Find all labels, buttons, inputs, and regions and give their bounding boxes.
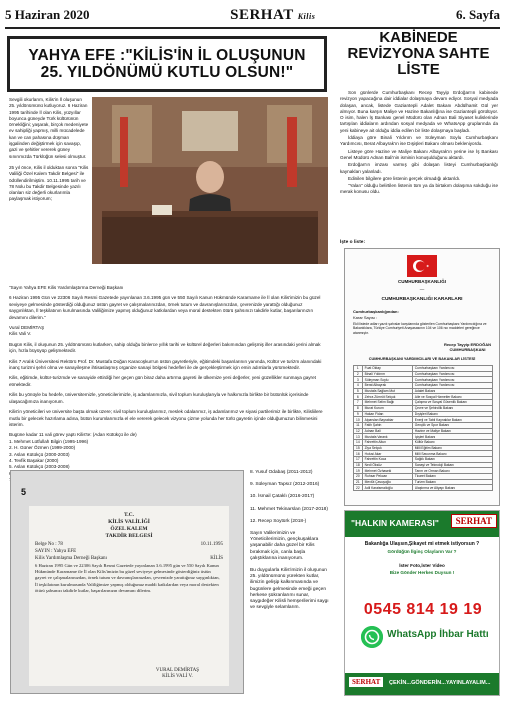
certificate-date: 10.11.1995: [200, 542, 223, 547]
citizen-camera-ad: [344, 510, 500, 696]
quote-text: 6 Haziran 1995 Gün ve 22306 Sayılı Resmi Gazetede yayınlanan 3.6.1995 gün ve 550 Sayılı Kanun Hükmünde Kararname ile İl olan Kilis'imizin bu güzel seviyeye gelmesinde gösterdiği olduğunuz üstün gayret ve çalışmalarınızdan, örnek tutum ve davranışlarınızdan, çevrenizde yarattığı olduğunuz saygınlıktan, İl teşkilatının kurulmasında Valiliğimize yapmış olduğunuz katkılardan veya moral destekten ötürü şahsınızı takdirle kutlar, başarılarınızın devamını dilerim.": [9, 295, 321, 320]
ad-slogan: ÇEKİN...GÖNDERİN...YAYINLAYALIM...: [389, 680, 491, 686]
minister-post: Ticaret Bakanı: [412, 474, 492, 480]
list-item: 12. Recep Soytürk (2018-): [250, 518, 307, 524]
row-number: 20: [354, 474, 363, 480]
cabinet-headline-line: KABİNEDE: [379, 29, 458, 46]
ad-title: "HALKIN KAMERASI": [351, 518, 439, 528]
minister-name: Mehmet Özhaseki: [362, 468, 412, 474]
whatsapp-glyph-icon: [361, 626, 383, 648]
minister-name: Fuat Oktay: [362, 366, 412, 372]
certificate-signature: VURAL DEMİRTAŞ KİLİS VALİ V.: [155, 668, 199, 679]
ad-line: Gördüğün İlginç Olayların Var ?: [387, 549, 457, 554]
certificate-row: [35, 542, 223, 547]
minister-name: Binali Yıldırım: [362, 371, 412, 377]
minister-name: Adnan Bali: [362, 428, 412, 434]
list-item: 5. Aslan Kütükçü (2003-2008): [9, 464, 70, 470]
minister-post: Adalet Bakanı: [412, 388, 492, 394]
whatsapp-icon: [361, 626, 383, 648]
minister-name: Murat Kurum: [362, 405, 412, 411]
minister-name: Ruhsar Pekcan: [362, 474, 412, 480]
minister-post: Dışişleri Bakanı: [412, 411, 492, 417]
certificate-document: [29, 506, 229, 686]
minister-post: Cumhurbaşkanı Yardımcısı: [412, 366, 492, 372]
newspaper-brand: [230, 7, 315, 24]
minister-post: Enerji ve Tabii Kaynaklar Bakanı: [412, 417, 492, 423]
cabinet-table: [353, 365, 493, 491]
article-paragraph: Kilis bu yönüyle bu hedefe, üniversitemizle, yöneticilerimizle, iş adamlarımızla, sivil toplum kuruluşlarıyla ve halkımızla birlikte bir bütünlük içerisinde ulaşacağımıza inanıyorum.: [9, 392, 309, 404]
article-paragraph: "Yalan" olduğu belirtilen listenin tüm ya da birtakım dolaşıma sokduğu ise merak konusu oldu.: [340, 183, 498, 195]
row-number: 3: [354, 377, 363, 383]
row-number: 14: [354, 439, 363, 445]
cabinet-article-body: [340, 90, 498, 197]
article-paragraph: Listeye göre Hazine ve Maliye Bakanı Albayrak'ın yerine ise İş Bankası Genel Müdürü Adnan Bali'nin isminin konuşulduğunu aktardı.: [340, 148, 498, 160]
minister-post: Tarım ve Orman Bakanı: [412, 468, 492, 474]
masthead: [5, 4, 500, 26]
row-number: 9: [354, 411, 363, 417]
certificate-number-mark: 5: [21, 487, 27, 497]
row-number: 15: [354, 445, 363, 451]
headline-line-1: YAHYA EFE :"KİLİS'İN İL OLUŞUNUN: [28, 47, 306, 64]
row-number: 6: [354, 394, 363, 400]
minister-post: Sağlık Bakanı: [412, 457, 492, 463]
ad-phone-number: 0545 814 19 19: [363, 601, 483, 618]
article-paragraph: Edinilen bilgilere göre listenin gerçek olmadığı aktarıldı.: [348, 175, 461, 181]
ad-line: Bakanlığa Ulaşsın,Şikayet mi etmek istiyorsun ?: [364, 541, 480, 547]
minister-post: Çevre ve Şehircilik Bakanı: [412, 405, 492, 411]
page-number: 6. Sayfa: [455, 7, 500, 22]
quote-signature: Vural DEMİRTAŞ Kilis Vali V.: [9, 325, 45, 337]
certificate-number: Belge No : 78: [35, 542, 63, 547]
minister-name: Mustafa Varank: [362, 434, 412, 440]
certificate-recipient: SAYIN : Yahya EFE: [35, 549, 77, 554]
cabinet-headline-line: REVİZYONA SAHTE: [347, 45, 490, 62]
decree-body: Ekli listede adları yazılı şahıslar karşılarında gösterilen Cumhurbaşkanı Yardımcılığına ve Bakanlıklara, Türkiye Cumhuriyeti Anayasasının 104 ve 106 ncı maddeleri gereğince atanmıştır.: [353, 322, 487, 335]
issue-date: 5 Haziran 2020: [5, 7, 90, 22]
row-number: 21: [354, 479, 363, 485]
brand-name: SERHAT: [230, 6, 294, 23]
minister-name: Süleyman Soylu: [362, 377, 412, 383]
certificate-recipient-title: [35, 556, 223, 561]
row-number: 18: [354, 462, 363, 468]
minister-name: Mehmet Selim Bağlı: [362, 400, 412, 406]
list-item: 8. Yusuf Odabaş (2011-2012): [250, 470, 313, 475]
governor-list-2: [250, 470, 330, 617]
decree-list-title: CUMHURBAŞKANI YARDIMCILARI VE BAKANLAR LİSTESİ: [368, 357, 476, 361]
row-number: 22: [354, 485, 363, 491]
row-number: 13: [354, 434, 363, 440]
certificate-body: 6 Haziran 1995 Gün ve 22306 Sayılı Resmi Gazetede yayınlanan 3.6.1995 gün ve 550 Sayılı Kanun Hükmünde Kararname ile İl olan Kilis'imizin bu güzel seviyeye gelmesinde gösterdiğiniz üstün gayret ve çalışmalarınızdan, örnek tutum ve davranışlarınızdan, çevrenizde yarattığınız saygınlıktan, İl teşkilatının kurulmasında Valiliğimize yapmış olduğunuz maddi katkılardan veya moral destekten ötürü şahsınızı takdirle kutlar, başarılarınızın devamını dilerim.: [35, 563, 220, 593]
headline-line-2: 25. YILDÖNÜMÜ KUTLU OLSUN!": [40, 64, 294, 81]
fake-decree-image: [344, 248, 500, 506]
article-paragraph: Kilis, eğitimde, kültür-turizmde ve sanayide ettirdiği her geçen gün biraz daha artırma gayreti ile ülkemize yeni değerler, yeni güzellikler sunmaya gayret etmektedir.: [9, 375, 316, 387]
list-item: Bugüne kadar 11 vali görev yaptı Kilis'te: (Adan Kütükçü ile de): [9, 432, 137, 438]
ad-bottom-bar: [345, 673, 500, 695]
article-body: [9, 232, 329, 484]
turkish-flag-icon: [407, 255, 437, 277]
lead-text: [9, 97, 89, 208]
article-paragraph: İddiaya göre Binali Yıldırım ve Süleyman Soylu Cumhurbaşkanı Yardımcısı, Berat Albayrak'ın ise Dışişleri Bakanı olması bekleniyordu.: [340, 135, 498, 147]
minister-post: Ulaştırma ve Altyapı Bakanı: [412, 485, 492, 491]
minister-post: Sanayi ve Teknoloji Bakanı: [412, 462, 492, 468]
main-headline: [7, 36, 327, 92]
closing-paragraph: Sayın Valilerimizin ve Yöneticilerimizin, gençkuşaklara yaşanabilir daha güzel bir Kilis bırakmak için, canla başla çalıştıklarına inanıyorum.: [250, 531, 319, 561]
row-number: 2: [354, 371, 363, 377]
minister-name: Fahrettin Koca: [362, 457, 412, 463]
ad-top-bar: [345, 511, 500, 537]
list-item: 11. Mehmet Tekinarslan (2017-2018): [250, 506, 328, 512]
decree-number-label: Karar Sayısı :: [353, 315, 378, 320]
row-number: 17: [354, 457, 363, 463]
article-paragraph: Kilis'in yöneticileri ve üniversite başta olmak üzere; sivil toplum kuruluşlarımız, meslek odalarımız, iş adamlarımız ve siyasi partilerimiz ile birlikte, Kilisliilere mutlu bir gelecek hazırlama adına, bütün kurumlarımızla el ele vererek gelecek vizyonu çizme yolunda her türlü gayretin içinde olduğumuzun bilinmesini isterim.: [9, 409, 323, 427]
cabinet-headline: [337, 30, 500, 78]
minister-name: Alparslan Bayraktar: [362, 417, 412, 423]
ad-bottom-logo: SERHAT: [349, 677, 383, 687]
minister-name: Hakan Fidan: [362, 411, 412, 417]
article-paragraph: Bugün Kilis, il oluşunun 25. yıldönümünü kutlarken, sahip olduğu binlerce yıllık tarihi ve kültürel değerleri bakımından gelişmiş iller arasındaki yerini almak için, hızla büyüyüp gelişmektedir.: [9, 341, 321, 354]
minister-post: Milli Savunma Bakanı: [412, 451, 492, 457]
ad-logo: SERHAT: [451, 514, 497, 528]
list-caption: İşte o liste:: [340, 240, 366, 245]
decree-title: CUMHURBAŞKANLIĞI KARARLARI: [381, 297, 463, 302]
article-paragraph: Kilis 7 Aralık Üniversitesi Rektörü Prof. Dr. Mustafa Doğan Karacoşkun'un üstün gayretleriyle, eğitimdeki başarılarının yanında, Kültür ve turizm alanındaki inanç turizmi şehri olma ve sanayileşme ihtisaslaşmış organize sanayi bölgesi hedefleri ile de gerçekleştirmek için emin adımlarla yürümektedir.: [9, 358, 322, 371]
row-number: 10: [354, 417, 363, 423]
minister-post: Turizm Bakanı: [412, 479, 492, 485]
row-number: 7: [354, 400, 363, 406]
list-item: 4. Tevfik Başakar (2000): [9, 457, 59, 463]
minister-post: İçişleri Bakanı: [412, 434, 492, 440]
minister-name: Fahrettin Altun: [362, 439, 412, 445]
minister-post: Gençlik ve Spor Bakanı: [412, 422, 492, 428]
minister-name: Fatih Şahin: [362, 422, 412, 428]
flag-crescent-icon: [407, 255, 437, 277]
row-number: 11: [354, 422, 363, 428]
lead-paragraph: 25 yıl önce, Kilis il olduktan sonra "Kilis Valiliği Özel Kalem Takdir Belgesi" ile ödüllendirilmiştim. 10.11.1995 tarih ve 78 Nolu bu Takdir Belgesinde yazılı olanları siz değerli okurlarımla paylaşmak istiyorum;: [9, 164, 89, 202]
row-number: 12: [354, 428, 363, 434]
row-number: 19: [354, 468, 363, 474]
minister-name: Nedi Öksüz: [362, 462, 412, 468]
list-item: 3. Aslan Kütükçü (2000-2003): [9, 451, 70, 457]
minister-name: Ziya Selçuk: [362, 445, 412, 451]
row-number: 8: [354, 405, 363, 411]
minister-post: Cumhurbaşkanı Yardımcısı: [412, 377, 492, 383]
certificate-recipient-role: Kilis Yardımlaşma Derneği Başkanı: [35, 556, 107, 561]
decree-signature: Recep Tayyip ERDOĞAN CUMHURBAŞKANI: [443, 342, 491, 352]
decree-from: Cumhurbaşkanlığından:: [353, 309, 399, 314]
ad-whatsapp-label: WhatsApp İhbar Hattı: [387, 629, 489, 640]
row-number: 1: [354, 366, 363, 372]
list-item: 9. Süleyman Tapsız (2012-2016): [250, 482, 320, 488]
minister-post: Cumhurbaşkanı Yardımcısı: [412, 371, 492, 377]
minister-name: Hulusi Akar: [362, 451, 412, 457]
ad-line: İster Foto,İster Video: [399, 563, 445, 568]
certificate-photo: [10, 470, 244, 694]
row-number: 5: [354, 388, 363, 394]
minister-name: Mevlüt Çavuşoğlu: [362, 479, 412, 485]
certificate-city: KİLİS: [210, 556, 223, 561]
article-paragraph: Son günlerde Cumhurbaşkanı Recep Tayyip Erdoğan'ın kabinede revizyon yapacağına dair iddialar dolaşmaya devam ediyor. Sosyal medyada dolaşan, ancak, listede Gaziantepli Adalet Bakanı Abdülhamit Gül yer almıyor. Buna karşın Maliye ve Hazine Bakanlığına ise Gaziantepli görülüyor. O isim, halen İş Bankası genel Müdürü olan Adnan Bali Siyaset kulislerinde tartışılan iddiaların ardından sosyal medyada ve WhatsApp gruplarında da yeni kabineye ait olduğu iddia edilen bir liste dolaşmaya başladı.: [340, 90, 498, 133]
lead-paragraph: Sevgili okurlarım, Kilis'in İl oluşunun 25. yıldönümünü kutluyoruz. 6 Haziran 1995 tarihinde İl olan Kilis, yüzyıllar boyunca güneyde Türk kültürünün örnekliğini; yaşarak, birçok medeniyete ev sahipliği yapmış, milli mücadelede kan ve can pahasına düşman işgalinden değiştirmek için savaşıp, gazi ve şehitler vererek güney sınırımızda Türklüğün selesi olmuştur.: [9, 97, 89, 159]
row-number: 16: [354, 451, 363, 457]
decree-separator: —: [419, 287, 425, 292]
table-row: [354, 485, 493, 491]
minister-post: Milli Eğitim Bakanı: [412, 445, 492, 451]
article-paragraph: Erdoğan'ın imzası varmış gibi dolaşan listeyi Cumhurbaşkanlığı kaynakları yalanladı.: [340, 162, 498, 174]
certificate-header: T.C. KİLİS VALİLİĞİ ÖZEL KALEM TAKDİR BELGESİ: [105, 512, 153, 539]
minister-post: Çalışma ve Sosyal Güvenlik Bakanı: [412, 400, 492, 406]
brand-city: Kilis: [297, 11, 316, 21]
minister-name: Mustafa Sağlam Mut: [362, 388, 412, 394]
list-item: 10. İsmail Çataklı (2016-2017): [250, 494, 315, 500]
minister-post: Aile ve Sosyal Hizmetler Bakanı: [412, 394, 492, 400]
list-item: 1. Mehmet Lütfullah Bilgin (1995-1996): [9, 438, 89, 444]
decree-authority: CUMHURBAŞKANLIĞI: [398, 279, 446, 284]
cabinet-headline-line: LİSTE: [397, 61, 440, 78]
list-item: 2. H. Güner Özmen (1999-2000): [9, 445, 76, 451]
ad-line: Bize Gönder Herkes Duysun !: [389, 570, 455, 575]
minister-name: Zehra Zümrüt Selçuk: [362, 394, 412, 400]
row-number: 4: [354, 383, 363, 389]
minister-post: Hazine ve Maliye Bakanı: [412, 428, 492, 434]
minister-name: Adil Karaismailoğlu: [362, 485, 412, 491]
closing-paragraph: Bu duygularla Kilis'imizin il oluşunun 25. yıldönümünü yürekten kutlar, ilimizin gelişip kalkınmasında ve bugünlere gelmesinde emeği geçen herkese şükranlarımı sunar, saygıdeğer Kilisli hemşerilerimi saygı ve sevgiyle selamlarım.: [250, 568, 329, 611]
minister-post: Cumhurbaşkanı Yardımcısı: [412, 383, 492, 389]
minister-name: Berat Albayrak: [362, 383, 412, 389]
minister-post: Kültür Bakanı: [412, 439, 492, 445]
quote-title: "Sayın Yahya EFE Kilis Yardımlaştırma Derneği Başkanı: [9, 285, 124, 290]
